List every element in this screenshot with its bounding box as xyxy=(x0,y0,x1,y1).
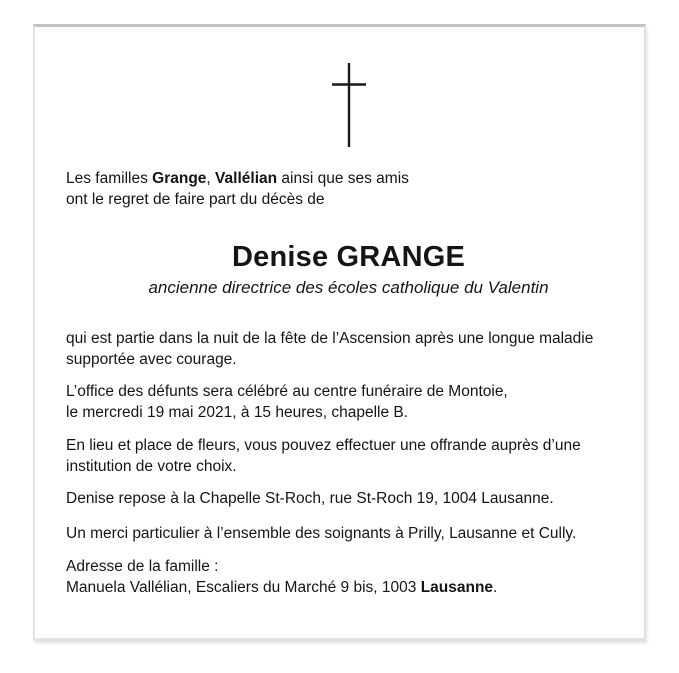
family-name-grange: Grange xyxy=(152,170,207,187)
obituary-card xyxy=(33,24,646,640)
family-address-block xyxy=(66,556,631,598)
family-address-prefix: Manuela Vallélian, Escaliers du Marché 9 bis, 1003 xyxy=(66,579,421,596)
paragraph-thanks-line: Un merci particulier à l’ensemble des soignants à Prilly, Lausanne et Cully. xyxy=(66,525,577,542)
family-name-vallelian: Vallélian xyxy=(215,170,278,187)
family-address-label: Adresse de la famille : xyxy=(66,558,219,575)
paragraph-service xyxy=(66,381,631,423)
intro-line-2: ont le regret de faire part du décès de xyxy=(66,191,325,208)
paragraph-repose-line: Denise repose à la Chapelle St-Roch, rue St-Roch 19, 1004 Lausanne. xyxy=(66,490,554,507)
intro-suffix: ainsi que ses amis xyxy=(277,170,409,187)
intro-separator: , xyxy=(206,170,216,187)
family-address-line xyxy=(66,577,631,598)
paragraph-service-line-2: le mercredi 19 mai 2021, à 15 heures, chapelle B. xyxy=(66,404,409,421)
family-address-city: Lausanne xyxy=(420,579,494,596)
deceased-name: Denise GRANGE xyxy=(231,241,466,273)
paragraph-thanks xyxy=(66,523,631,544)
paragraph-passing xyxy=(66,328,631,370)
paragraph-flowers-line-2: institution de votre choix. xyxy=(66,458,237,475)
intro-prefix: Les familles xyxy=(66,170,153,187)
paragraph-flowers xyxy=(66,435,631,477)
paragraph-repose xyxy=(66,488,631,509)
paragraph-flowers-line-1: En lieu et place de fleurs, vous pouvez effectuer une offrande auprès d’une xyxy=(66,437,581,454)
family-address-suffix: . xyxy=(493,579,498,596)
deceased-title: ancienne directrice des écoles catholique du Valentin xyxy=(148,278,549,297)
intro-line-1 xyxy=(66,168,631,189)
paragraph-passing-line-2: supportée avec courage. xyxy=(66,351,237,368)
paragraph-passing-line-1: qui est partie dans la nuit de la fête de l’Ascension après une longue maladie xyxy=(66,330,594,347)
paragraph-service-line-1: L’office des défunts sera célébré au centre funéraire de Montoie, xyxy=(66,383,508,400)
intro-text xyxy=(66,168,631,210)
cross-icon xyxy=(330,62,368,148)
